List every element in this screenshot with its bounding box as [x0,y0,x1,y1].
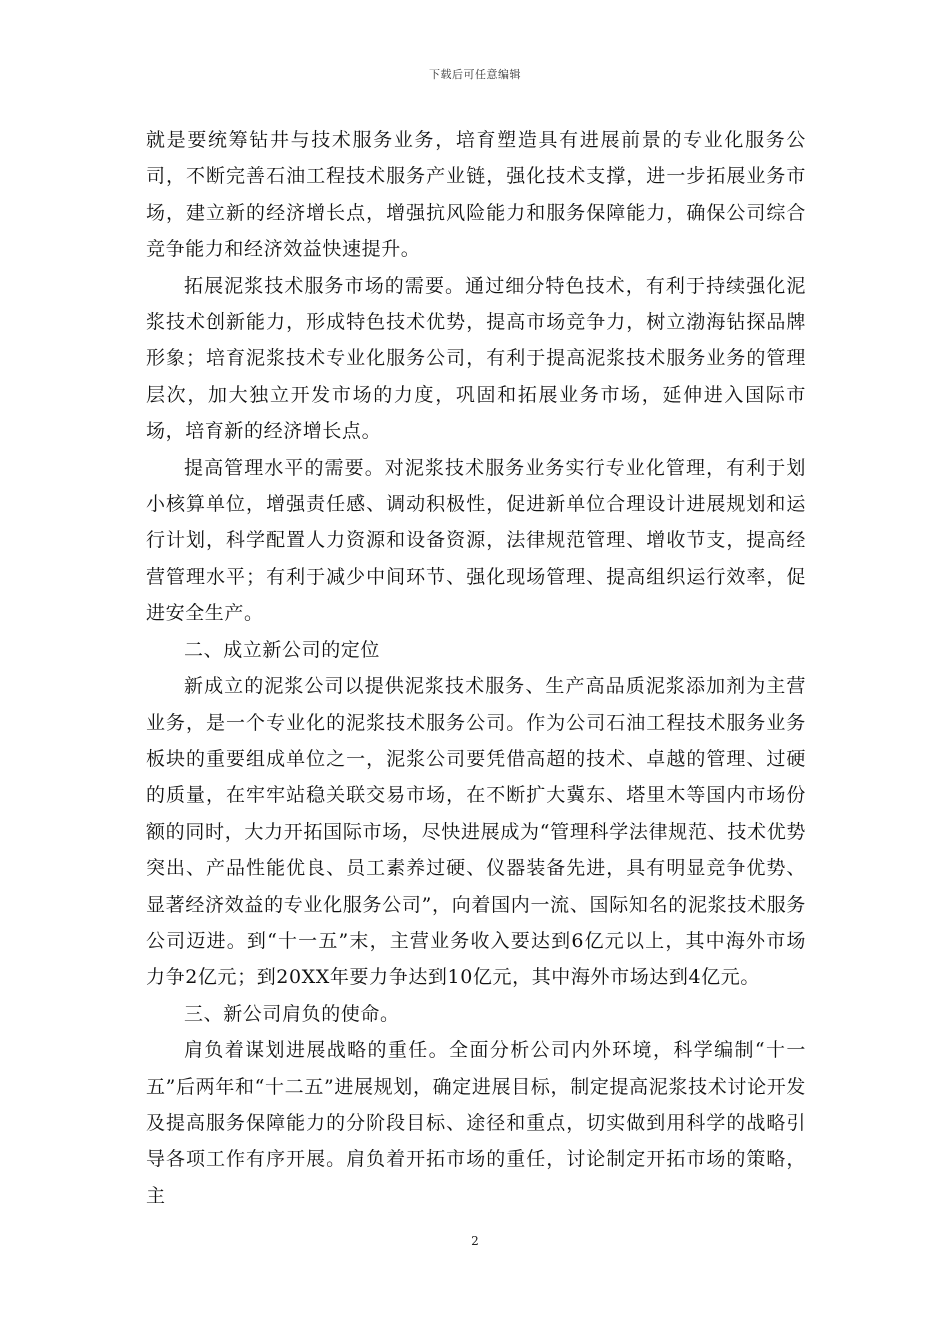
section-heading-2: 二、成立新公司的定位 [184,638,381,661]
page-number: 2 [471,1234,479,1248]
paragraph-1: 就是要统筹钻井与技术服务业务，培育塑造具有进展前景的专业化服务公司，不断完善石油工程技术服务产业链，强化技术支撑，进一步拓展业务市场，建立新的经济增长点，增强抗风险能力和服务保障能力，确保公司综合竞争能力和经济效益快速提升。 [146,129,806,261]
page-header: 下载后可任意编辑 [429,68,521,81]
paragraph-2: 拓展泥浆技术服务市场的需要。通过细分特色技术，有利于持续强化泥浆技术创新能力，形成特色技术优势，提高市场竞争力，树立渤海钻探品牌形象；培育泥浆技术专业化服务公司，有利于提高泥浆技术服务业务的管理层次，加大独立开发市场的力度，巩固和拓展业务市场，延伸进入国际市场，培育新的经济增长点。 [146,274,806,443]
paragraph-3: 提高管理水平的需要。对泥浆技术服务业务实行专业化管理，有利于划小核算单位，增强责任感、调动积极性，促进新单位合理设计进展规划和运行计划，科学配置人力资源和设备资源，法律规范管理、增收节支，提高经营管理水平；有利于减少中间环节、强化现场管理、提高组织运行效率，促进安全生产。 [146,456,806,625]
section-heading-3: 三、新公司肩负的使命。 [184,1002,400,1025]
paragraph-5: 肩负着谋划进展战略的重任。全面分析公司内外环境，科学编制“十一五”后两年和“十二五”进展规划，确定进展目标，制定提高泥浆技术讨论开发及提高服务保障能力的分阶段目标、途径和重点，切实做到用科学的战略引导各项工作有序开展。肩负着开拓市场的重任，讨论制定开拓市场的策略，主 [146,1039,806,1207]
document-body [146,122,806,1214]
paragraph-4: 新成立的泥浆公司以提供泥浆技术服务、生产高品质泥浆添加剂为主营业务，是一个专业化的泥浆技术服务公司。作为公司石油工程技术服务业务板块的重要组成单位之一，泥浆公司要凭借高超的技术、卓越的管理、过硬的质量，在牢牢站稳关联交易市场，在不断扩大冀东、塔里木等国内市场份额的同时，大力开拓国际市场，尽快进展成为“管理科学法律规范、技术优势突出、产品性能优良、员工素养过硬、仪器装备先进，具有明显竞争优势、显著经济效益的专业化服务公司”，向着国内一流、国际知名的泥浆技术服务公司迈进。到“十一五”末，主营业务收入要达到6亿元以上，其中海外市场力争2亿元；到20XX年要力争达到10亿元，其中海外市场达到4亿元。 [146,675,806,989]
